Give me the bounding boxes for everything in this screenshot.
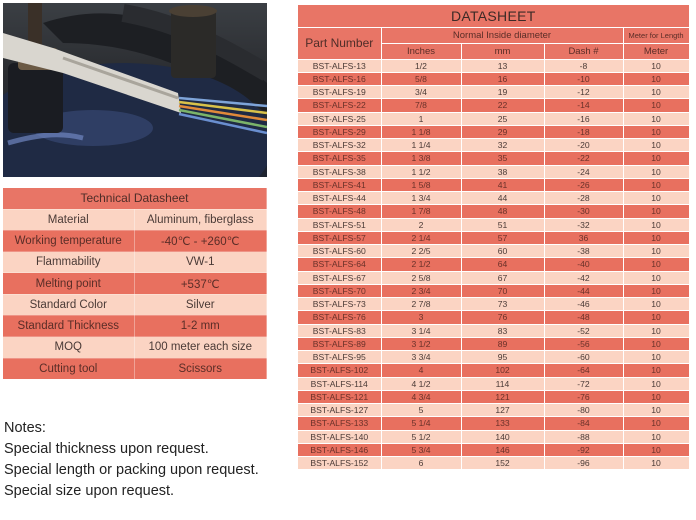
meter-cell: 10: [623, 298, 689, 311]
table-row: [298, 125, 689, 138]
tech-value: 100 meter each size: [134, 337, 267, 358]
product-photo: [3, 3, 267, 177]
part-number-cell: BST-ALFS-121: [298, 390, 381, 403]
table-row: [298, 390, 689, 403]
tech-value: -40℃ - +260℃: [134, 230, 267, 251]
dash-cell: -72: [544, 377, 623, 390]
mm-cell: 121: [461, 390, 544, 403]
table-row: [298, 72, 689, 85]
mm-cell: 70: [461, 284, 544, 297]
dash-cell: -42: [544, 271, 623, 284]
inches-cell: 2 2/5: [381, 245, 461, 258]
meter-cell: 10: [623, 417, 689, 430]
table-row: [298, 443, 689, 456]
meter-cell: 10: [623, 72, 689, 85]
inches-cell: 2 1/4: [381, 231, 461, 244]
meter-cell: 10: [623, 324, 689, 337]
dash-cell: -8: [544, 59, 623, 72]
dash-cell: -44: [544, 284, 623, 297]
part-number-cell: BST-ALFS-70: [298, 284, 381, 297]
meter-cell: 10: [623, 231, 689, 244]
tech-label: MOQ: [3, 337, 134, 358]
meter-cell: 10: [623, 443, 689, 456]
part-number-cell: BST-ALFS-146: [298, 443, 381, 456]
tech-row-working-temperature: [3, 230, 267, 251]
inches-cell: 3 1/4: [381, 324, 461, 337]
mm-cell: 32: [461, 139, 544, 152]
table-row: [298, 139, 689, 152]
mm-cell: 22: [461, 99, 544, 112]
table-row: [298, 298, 689, 311]
inches-cell: 5/8: [381, 72, 461, 85]
inches-cell: 5 1/2: [381, 430, 461, 443]
mm-cell: 140: [461, 430, 544, 443]
tech-row-standard-color: [3, 294, 267, 315]
mm-cell: 35: [461, 152, 544, 165]
part-number-cell: BST-ALFS-13: [298, 59, 381, 72]
meter-cell: 10: [623, 99, 689, 112]
tech-row-melting-point: [3, 273, 267, 294]
table-row: [298, 351, 689, 364]
part-number-cell: BST-ALFS-152: [298, 457, 381, 470]
table-row: [298, 271, 689, 284]
dash-cell: -92: [544, 443, 623, 456]
inches-cell: 4 1/2: [381, 377, 461, 390]
part-number-cell: BST-ALFS-44: [298, 192, 381, 205]
part-number-cell: BST-ALFS-127: [298, 404, 381, 417]
inches-cell: 3: [381, 311, 461, 324]
dash-cell: -22: [544, 152, 623, 165]
inches-cell: 3/4: [381, 86, 461, 99]
inches-cell: 7/8: [381, 99, 461, 112]
part-number-cell: BST-ALFS-89: [298, 337, 381, 350]
notes: [4, 418, 259, 502]
mm-cell: 60: [461, 245, 544, 258]
table-row: [298, 178, 689, 191]
note-line: Special thickness upon request.: [4, 441, 209, 457]
technical-datasheet-title: Technical Datasheet: [3, 188, 267, 209]
inches-cell: 5: [381, 404, 461, 417]
inches-cell: 2 3/4: [381, 284, 461, 297]
meter-cell: 10: [623, 152, 689, 165]
note-line: Special size upon request.: [4, 483, 175, 499]
part-number-cell: BST-ALFS-19: [298, 86, 381, 99]
part-number-cell: BST-ALFS-83: [298, 324, 381, 337]
part-number-cell: BST-ALFS-102: [298, 364, 381, 377]
tech-value: +537℃: [134, 273, 267, 294]
inches-cell: 4: [381, 364, 461, 377]
mm-cell: 51: [461, 218, 544, 231]
mm-cell: 41: [461, 178, 544, 191]
part-number-cell: BST-ALFS-64: [298, 258, 381, 271]
dash-cell: -18: [544, 125, 623, 138]
mm-cell: 67: [461, 271, 544, 284]
mm-cell: 57: [461, 231, 544, 244]
inches-cell: 2 5/8: [381, 271, 461, 284]
dash-cell: -52: [544, 324, 623, 337]
table-row: [298, 112, 689, 125]
part-number-cell: BST-ALFS-133: [298, 417, 381, 430]
meter-cell: 10: [623, 192, 689, 205]
tech-label: Melting point: [3, 273, 134, 294]
meter-cell: 10: [623, 337, 689, 350]
meter-cell: 10: [623, 86, 689, 99]
table-row: [298, 231, 689, 244]
notes-heading: Notes:: [4, 420, 46, 436]
inches-cell: 1 1/8: [381, 125, 461, 138]
dash-cell: -88: [544, 430, 623, 443]
part-number-cell: BST-ALFS-38: [298, 165, 381, 178]
table-row: [298, 417, 689, 430]
dash-cell: -38: [544, 245, 623, 258]
datasheet-title: DATASHEET: [298, 5, 689, 27]
inches-cell: 5 1/4: [381, 417, 461, 430]
table-row: [298, 258, 689, 271]
inches-cell: 1 3/8: [381, 152, 461, 165]
table-row: [298, 218, 689, 231]
column-header-meter: Meter: [623, 43, 689, 59]
inches-cell: 1 5/8: [381, 178, 461, 191]
part-number-cell: BST-ALFS-114: [298, 377, 381, 390]
meter-cell: 10: [623, 258, 689, 271]
table-row: [298, 284, 689, 297]
dash-cell: -32: [544, 218, 623, 231]
part-number-cell: BST-ALFS-57: [298, 231, 381, 244]
meter-cell: 10: [623, 125, 689, 138]
mm-cell: 64: [461, 258, 544, 271]
table-row: [298, 337, 689, 350]
mm-cell: 19: [461, 86, 544, 99]
mm-cell: 48: [461, 205, 544, 218]
inches-cell: 1 7/8: [381, 205, 461, 218]
part-number-cell: BST-ALFS-60: [298, 245, 381, 258]
part-number-cell: BST-ALFS-22: [298, 99, 381, 112]
mm-cell: 114: [461, 377, 544, 390]
tech-value: VW-1: [134, 252, 267, 273]
mm-cell: 44: [461, 192, 544, 205]
part-number-header: Part Number: [298, 27, 381, 59]
dash-cell: -24: [544, 165, 623, 178]
part-number-cell: BST-ALFS-140: [298, 430, 381, 443]
meter-cell: 10: [623, 430, 689, 443]
dash-cell: -60: [544, 351, 623, 364]
inches-cell: 2 7/8: [381, 298, 461, 311]
table-row: [298, 430, 689, 443]
table-row: [298, 311, 689, 324]
tech-row-cutting-tool: [3, 358, 267, 379]
tech-label: Material: [3, 209, 134, 230]
part-number-cell: BST-ALFS-41: [298, 178, 381, 191]
meter-cell: 10: [623, 139, 689, 152]
meter-cell: 10: [623, 364, 689, 377]
tech-label: Standard Thickness: [3, 315, 134, 336]
table-row: [298, 245, 689, 258]
inches-cell: 6: [381, 457, 461, 470]
dash-cell: -26: [544, 178, 623, 191]
dash-cell: -10: [544, 72, 623, 85]
part-number-cell: BST-ALFS-29: [298, 125, 381, 138]
table-row: [298, 86, 689, 99]
tech-row-material: [3, 209, 267, 230]
table-row: [298, 205, 689, 218]
meter-cell: 10: [623, 165, 689, 178]
meter-cell: 10: [623, 112, 689, 125]
dash-cell: -30: [544, 205, 623, 218]
mm-cell: 102: [461, 364, 544, 377]
dash-cell: 36: [544, 231, 623, 244]
table-row: [298, 192, 689, 205]
meter-cell: 10: [623, 245, 689, 258]
table-row: [298, 152, 689, 165]
dash-cell: -56: [544, 337, 623, 350]
table-row: [298, 457, 689, 470]
tech-label: Working temperature: [3, 230, 134, 251]
mm-cell: 25: [461, 112, 544, 125]
tech-row-standard-thickness: [3, 315, 267, 336]
inside-diameter-header: Normal Inside diameter: [381, 27, 623, 43]
part-number-cell: BST-ALFS-35: [298, 152, 381, 165]
mm-cell: 76: [461, 311, 544, 324]
dash-cell: -96: [544, 457, 623, 470]
dash-cell: -40: [544, 258, 623, 271]
inches-cell: 1/2: [381, 59, 461, 72]
part-number-cell: BST-ALFS-73: [298, 298, 381, 311]
meter-cell: 10: [623, 311, 689, 324]
table-row: [298, 377, 689, 390]
part-number-cell: BST-ALFS-25: [298, 112, 381, 125]
product-photo-icon: [3, 3, 267, 177]
tech-value: Scissors: [134, 358, 267, 379]
tech-row-moq: [3, 337, 267, 358]
part-number-cell: BST-ALFS-67: [298, 271, 381, 284]
tech-label: Cutting tool: [3, 358, 134, 379]
tech-row-flammability: [3, 252, 267, 273]
datasheet-body: [298, 59, 689, 470]
dash-cell: -16: [544, 112, 623, 125]
inches-cell: 4 3/4: [381, 390, 461, 403]
mm-cell: 133: [461, 417, 544, 430]
dash-cell: -80: [544, 404, 623, 417]
meter-cell: 10: [623, 404, 689, 417]
dash-cell: -48: [544, 311, 623, 324]
mm-cell: 13: [461, 59, 544, 72]
mm-cell: 16: [461, 72, 544, 85]
mm-cell: 89: [461, 337, 544, 350]
meter-cell: 10: [623, 271, 689, 284]
table-row: [298, 364, 689, 377]
meter-cell: 10: [623, 377, 689, 390]
dash-cell: -14: [544, 99, 623, 112]
meter-cell: 10: [623, 218, 689, 231]
inches-cell: 3 3/4: [381, 351, 461, 364]
dash-cell: -28: [544, 192, 623, 205]
part-number-cell: BST-ALFS-32: [298, 139, 381, 152]
mm-cell: 95: [461, 351, 544, 364]
meter-cell: 10: [623, 390, 689, 403]
mm-cell: 127: [461, 404, 544, 417]
part-number-cell: BST-ALFS-76: [298, 311, 381, 324]
dash-cell: -84: [544, 417, 623, 430]
meter-cell: 10: [623, 59, 689, 72]
inches-cell: 2 1/2: [381, 258, 461, 271]
part-number-cell: BST-ALFS-95: [298, 351, 381, 364]
mm-cell: 146: [461, 443, 544, 456]
column-header-mm: mm: [461, 43, 544, 59]
mm-cell: 38: [461, 165, 544, 178]
part-number-cell: BST-ALFS-16: [298, 72, 381, 85]
meter-cell: 10: [623, 205, 689, 218]
meter-for-length-header: Meter for Length: [623, 27, 689, 43]
inches-cell: 1: [381, 112, 461, 125]
tech-label: Flammability: [3, 252, 134, 273]
inches-cell: 1 3/4: [381, 192, 461, 205]
mm-cell: 29: [461, 125, 544, 138]
column-header-dash: Dash #: [544, 43, 623, 59]
dash-cell: -64: [544, 364, 623, 377]
inches-cell: 3 1/2: [381, 337, 461, 350]
part-number-cell: BST-ALFS-48: [298, 205, 381, 218]
tech-label: Standard Color: [3, 294, 134, 315]
datasheet-table: [298, 5, 690, 470]
technical-datasheet-table: [3, 188, 267, 380]
tech-value: 1-2 mm: [134, 315, 267, 336]
meter-cell: 10: [623, 351, 689, 364]
dash-cell: -12: [544, 86, 623, 99]
table-row: [298, 165, 689, 178]
inches-cell: 5 3/4: [381, 443, 461, 456]
table-row: [298, 404, 689, 417]
meter-cell: 10: [623, 284, 689, 297]
table-row: [298, 59, 689, 72]
tech-value: Silver: [134, 294, 267, 315]
inches-cell: 2: [381, 218, 461, 231]
meter-cell: 10: [623, 178, 689, 191]
part-number-cell: BST-ALFS-51: [298, 218, 381, 231]
mm-cell: 83: [461, 324, 544, 337]
mm-cell: 152: [461, 457, 544, 470]
inches-cell: 1 1/4: [381, 139, 461, 152]
table-row: [298, 324, 689, 337]
dash-cell: -76: [544, 390, 623, 403]
tech-value: Aluminum, fiberglass: [134, 209, 267, 230]
table-row: [298, 99, 689, 112]
note-line: Special length or packing upon request.: [4, 462, 259, 478]
mm-cell: 73: [461, 298, 544, 311]
meter-cell: 10: [623, 457, 689, 470]
inches-cell: 1 1/2: [381, 165, 461, 178]
dash-cell: -46: [544, 298, 623, 311]
column-header-inches: Inches: [381, 43, 461, 59]
dash-cell: -20: [544, 139, 623, 152]
